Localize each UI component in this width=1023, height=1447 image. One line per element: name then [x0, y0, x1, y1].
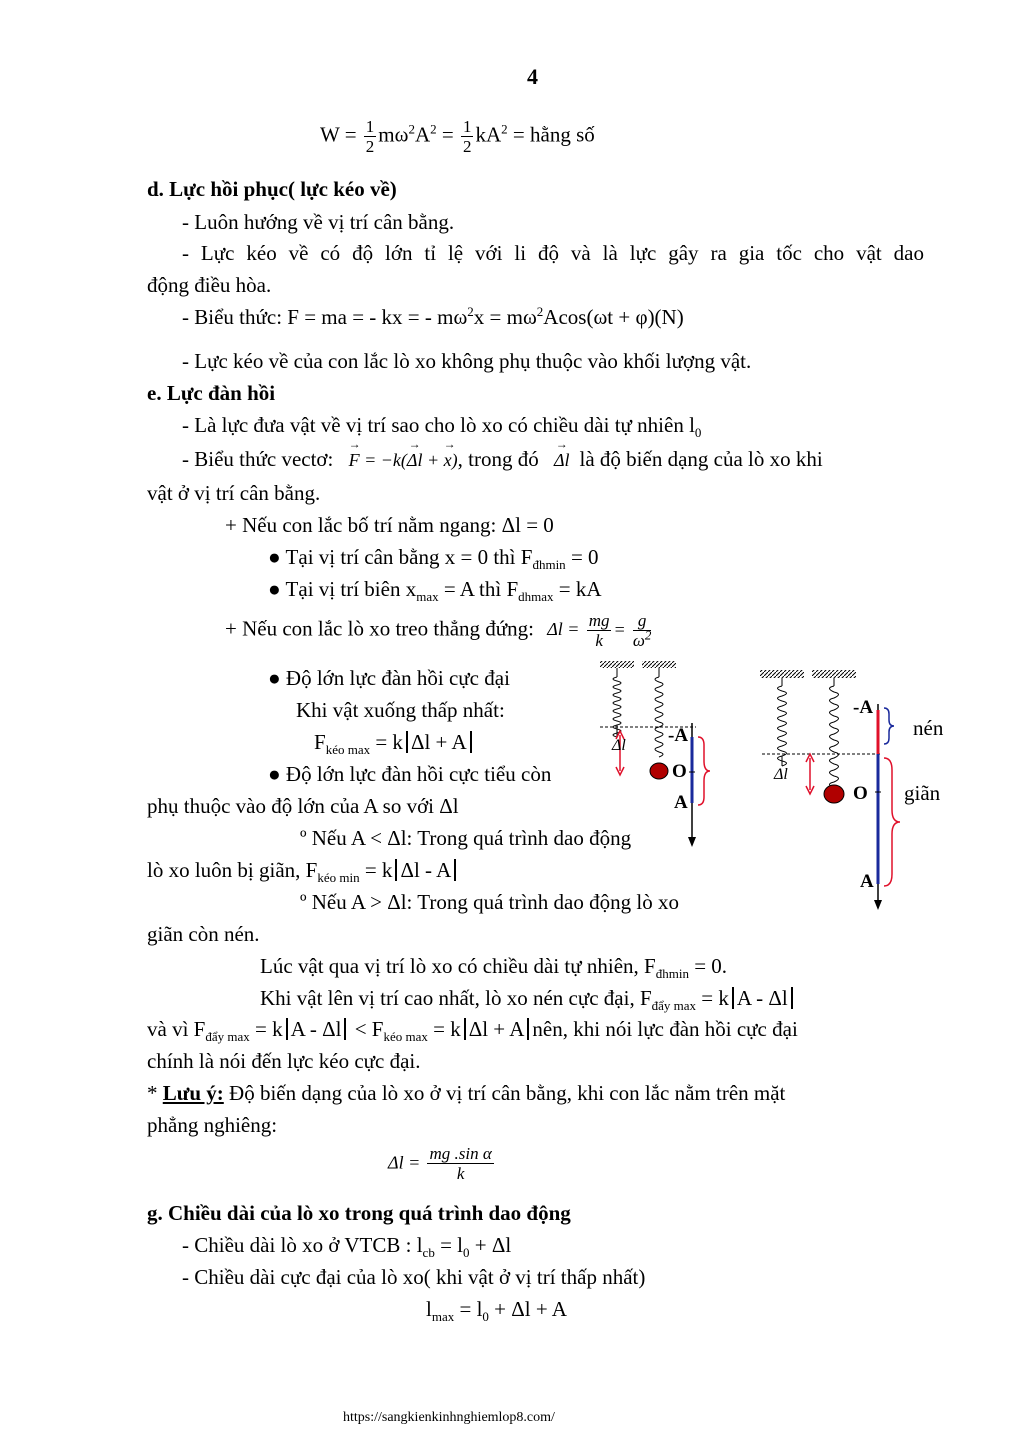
section-e-line2d: vật ở vị trí cân bằng.	[147, 481, 321, 505]
para-4: chính là nói đến lực kéo cực đại.	[147, 1049, 421, 1073]
ceiling-left-2	[760, 670, 804, 678]
horizontal-case: + Nếu con lắc bố trí nằm ngang: Δl = 0	[225, 513, 554, 537]
case-2: º Nếu A > Δl: Trong quá trình dao động lò xo	[300, 890, 679, 914]
para-2: Khi vật lên vị trí cao nhất, lò xo nén cực đại, $F_{đẩy max} = k$ A - Δl	[260, 986, 796, 1010]
section-g-line3: $l_{max} = l_0 + \Delta l + A$	[426, 1297, 567, 1325]
min-force-2: phụ thuộc vào độ lớn của A so với Δl	[147, 794, 459, 818]
spring-stretched-2	[830, 686, 839, 800]
section-d-line2a: - Lực kéo về có độ lớn tỉ lệ với li độ và là lực gây ra gia tốc cho vật dao	[182, 241, 924, 265]
spring-stretched-1	[655, 677, 663, 757]
section-e-line1: - Là lực đưa vật về vị trí sao cho lò xo có chiều dài tự nhiên $l_0$	[182, 413, 702, 441]
fig2-nen: nén	[913, 716, 944, 740]
horizontal-case-b: ● Tại vị trí biên $x_{max} = A$ thì $F_{dhmax}$ = kA	[268, 577, 602, 605]
fig2-gian: giãn	[904, 781, 941, 805]
ceiling-right-1	[642, 661, 676, 668]
case-1: º Nếu A < Δl: Trong quá trình dao động	[300, 826, 632, 850]
case-1b: lò xo luôn bị giãn, $F_{kéo min} = k$ Δl - A	[147, 858, 459, 882]
fig1-o: O	[672, 761, 687, 782]
footer-url[interactable]: https://sangkienkinhnghiemlop8.com/	[343, 1410, 555, 1425]
section-d-line3: - Biểu thức: F = ma = - kx = - $m\omega^2x = m\omega^2Acos(\omega t + \varphi)(N)$	[182, 304, 684, 329]
brace-1	[698, 737, 710, 805]
fig2-dl: Δl	[774, 766, 788, 783]
page-number: 4	[527, 64, 538, 89]
note-line1: * Lưu ý: Độ biến dạng của lò xo ở vị trí cân bằng, khi con lắc nằm trên mặt	[147, 1081, 786, 1105]
fig2-neg-a: -A	[853, 697, 874, 718]
vector-formula: → F = −k(→ Δl + → x)	[349, 450, 458, 470]
max-force-3: $F_{kéo max} = k$ Δl + A	[314, 730, 475, 754]
section-e-line2: - Biểu thức vectơ: → F = −k(→ Δl + → x), trong đó → Δl là độ biến dạng của lò xo khi	[182, 447, 823, 471]
section-g-line2: - Chiều dài cực đại của lò xo( khi vật ở vị trí thấp nhất)	[182, 1265, 646, 1289]
fig1-neg-a: -A	[668, 725, 689, 746]
ball-2	[824, 785, 844, 803]
section-e-heading: e. Lực đàn hồi	[147, 381, 276, 405]
section-d-line2b: động điều hòa.	[147, 273, 272, 297]
vertical-case: + Nếu con lắc lò xo treo thẳng đứng: Δl = $\frac{mg}{k}$ = $\frac{g}{\omega^2}$	[225, 611, 652, 650]
fig2-a: A	[860, 871, 874, 892]
section-g-line1: - Chiều dài lò xo ở VTCB : $l_{cb} = l_0 + \Delta l$	[182, 1233, 512, 1261]
max-force-2: Khi vật xuống thấp nhất:	[296, 698, 505, 722]
fig1-a: A	[674, 792, 688, 813]
section-d-line1: - Luôn hướng về vị trí cân bằng.	[182, 210, 455, 234]
note-line2: phẳng nghiêng:	[147, 1113, 278, 1137]
brace-gian	[884, 758, 900, 886]
delta-l-vector: → Δl	[554, 450, 570, 471]
section-g-heading: g. Chiều dài của lò xo trong quá trình dao động	[147, 1201, 571, 1225]
incline-formula: Δl = $\frac{\text{mg .sin α}}{k}$	[388, 1144, 492, 1183]
section-d-line4: - Lực kéo về của con lắc lò xo không phụ thuộc vào khối lượng vật.	[182, 349, 752, 373]
ceiling-right-2	[812, 670, 856, 678]
brace-nen	[884, 708, 894, 744]
max-force-1: ● Độ lớn lực đàn hồi cực đại	[268, 666, 510, 690]
section-d-heading: d. Lực hồi phục( lực kéo về)	[147, 177, 397, 201]
ball-1	[650, 763, 668, 779]
para-3: và vì $F_{đẩy max} = k$ $A - \Delta l < F_{kéo max} = k$ Δl + A nên, khi nói lực đàn hồi cực đại	[147, 1017, 798, 1045]
para-1: Lúc vật qua vị trí lò xo có chiều dài tự nhiên, $F_{đhmin} = 0$.	[260, 954, 728, 982]
fig1-dl: Δl	[612, 737, 626, 754]
energy-formula: W = $\frac{1}{2}$ $m\omega^2A^2$ = $\frac{1}{2}$ $kA^2$ = hằng số	[320, 117, 595, 156]
case-2b: giãn còn nén.	[147, 922, 260, 946]
ceiling-left-1	[600, 661, 634, 668]
min-force-1: ● Độ lớn lực đàn hồi cực tiểu còn	[268, 762, 552, 786]
fig2-o: O	[853, 783, 868, 804]
spring-figure-2	[756, 664, 926, 916]
horizontal-case-a: ● Tại vị trí cân bằng x = 0 thì $F_{đhmin} = 0$	[268, 545, 599, 573]
